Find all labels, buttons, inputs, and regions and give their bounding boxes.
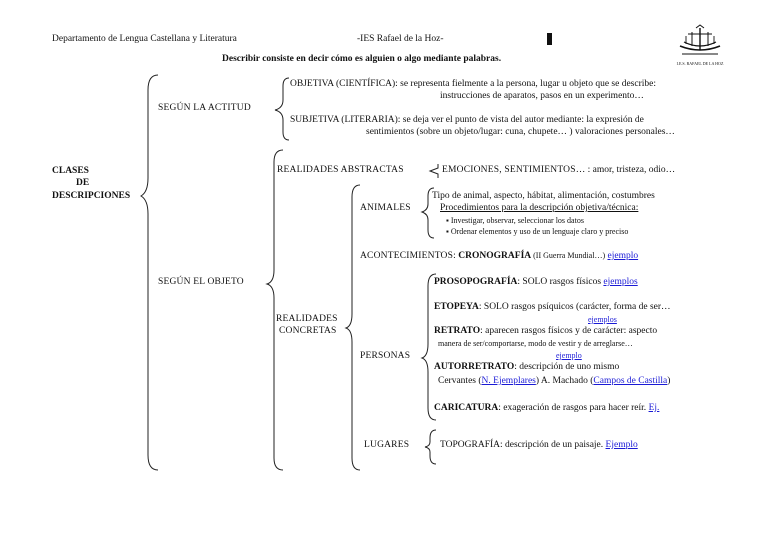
ejemplares-link[interactable]: N. Ejemplares — [481, 376, 536, 386]
actitud-label: SEGÚN LA ACTITUD — [158, 103, 251, 113]
school-name: -IES Rafael de la Hoz- — [357, 34, 444, 44]
campos-castilla-link[interactable]: Campos de Castilla — [593, 376, 668, 386]
autorretrato-line2 — [438, 376, 670, 387]
cronografia-example-link[interactable]: ejemplo — [607, 251, 639, 261]
caricatura-text: : exageración de rasgos para hacer reír. — [498, 403, 647, 413]
retrato-text: : aparecen rasgos físicos y de carácter: aspecto — [480, 326, 658, 336]
acontecimientos-row — [360, 251, 638, 262]
etopeya-text: : SOLO rasgos psíquicos (carácter, forma de ser… — [478, 302, 671, 312]
abstractas-label: REALIDADES ABSTRACTAS — [277, 165, 404, 175]
subjetiva-text-line2: sentimientos (sobre un objeto/lugar: cuna, chupete… ) valoraciones personales… — [366, 127, 675, 137]
cronografia-term: CRONOGRAFÍA — [458, 251, 532, 261]
autorretrato-close: ) — [667, 376, 671, 386]
etopeya-term: ETOPEYA — [434, 302, 479, 312]
personas-label: PERSONAS — [360, 351, 411, 361]
prosopografia-text: : SOLO rasgos físicos — [517, 277, 602, 287]
brace-concretas — [346, 185, 360, 470]
etopeya-row — [434, 302, 671, 313]
animales-bullet2 — [446, 227, 628, 236]
root-label-line2: DE — [76, 178, 90, 188]
subjetiva-text-line1: SUBJETIVA (LITERARIA): se deja ver el punto de vista del autor mediante: la expresión de — [290, 115, 644, 125]
prosopografia-term: PROSOPOGRAFÍA — [434, 277, 518, 287]
objetiva-text-line2: instrucciones de aparatos, pasos en un experimento… — [440, 91, 644, 101]
retrato-term: RETRATO — [434, 326, 481, 336]
brace-lugares — [425, 430, 436, 464]
objetiva-text-line1: OBJETIVA (CIENTÍFICA): se representa fielmente a la persona, lugar u objeto que se describe: — [290, 79, 656, 89]
objeto-label: SEGÚN EL OBJETO — [158, 277, 244, 287]
brace-personas — [422, 274, 436, 420]
acontecimientos-label: ACONTECIMIENTOS: — [360, 251, 456, 261]
topografia-example-link[interactable]: Ejemplo — [605, 440, 638, 450]
brace-actitud — [275, 78, 289, 140]
caricatura-row — [434, 403, 659, 414]
retrato-row — [434, 326, 657, 337]
cronografia-detail: (II Guerra Mundial…) — [531, 251, 606, 260]
animales-line1: Tipo de animal, aspecto, hábitat, alimentación, costumbres — [432, 191, 655, 201]
topografia-text: TOPOGRAFÍA: descripción de un paisaje. — [440, 440, 604, 450]
autorretrato-term: AUTORRETRATO — [434, 362, 515, 372]
autorretrato-row — [434, 362, 619, 373]
emociones-term: EMOCIONES, SENTIMIENTOS — [442, 165, 576, 175]
concretas-label-line2: CONCRETAS — [279, 326, 337, 336]
prosopografia-examples-link[interactable]: ejemplos — [603, 277, 638, 287]
autorretrato-cervantes: Cervantes ( — [438, 376, 482, 386]
animales-line2: Procedimientos para la descripción objetiva/técnica: — [440, 203, 639, 213]
root-label-line1: CLASES — [52, 166, 89, 176]
department-name: Departamento de Lengua Castellana y Literatura — [52, 34, 237, 44]
caricatura-term: CARICATURA — [434, 403, 499, 413]
brace-abstractas — [430, 164, 438, 178]
definition-text: Describir consiste en decir cómo es alguien o algo mediante palabras. — [222, 54, 502, 64]
lugares-row — [440, 440, 638, 451]
autorretrato-text: : descripción de uno mismo — [514, 362, 620, 372]
retrato-line2: manera de ser/comportarse, modo de vestir y de arreglarse… — [438, 339, 633, 348]
animales-label: ANIMALES — [360, 203, 411, 213]
animales-bullet1 — [446, 216, 584, 225]
brace-root — [141, 75, 158, 470]
etopeya-examples-link[interactable]: ejemplos — [588, 315, 617, 324]
retrato-example-link[interactable]: ejemplo — [556, 351, 582, 360]
bullet1-text: ▪ Investigar, observar, seleccionar los datos — [446, 216, 584, 225]
bullet2-text: ▪ Ordenar elementos y uso de un lenguaje claro y preciso — [446, 227, 628, 236]
brace-objeto — [267, 150, 283, 470]
emociones-text — [442, 165, 675, 176]
logo-caption: I.E.S. RAFAEL DE LA HOZ — [676, 61, 724, 66]
prosopografia-row — [434, 277, 638, 288]
caricatura-example-link[interactable]: Ej. — [648, 403, 660, 413]
root-label-line3: DESCRIPCIONES — [52, 191, 131, 201]
autorretrato-machado: ) A. Machado ( — [535, 376, 594, 386]
lugares-label: LUGARES — [364, 440, 410, 450]
emociones-rest: … : amor, tristeza, odio… — [575, 165, 676, 175]
concretas-label-line1: REALIDADES — [276, 314, 338, 324]
